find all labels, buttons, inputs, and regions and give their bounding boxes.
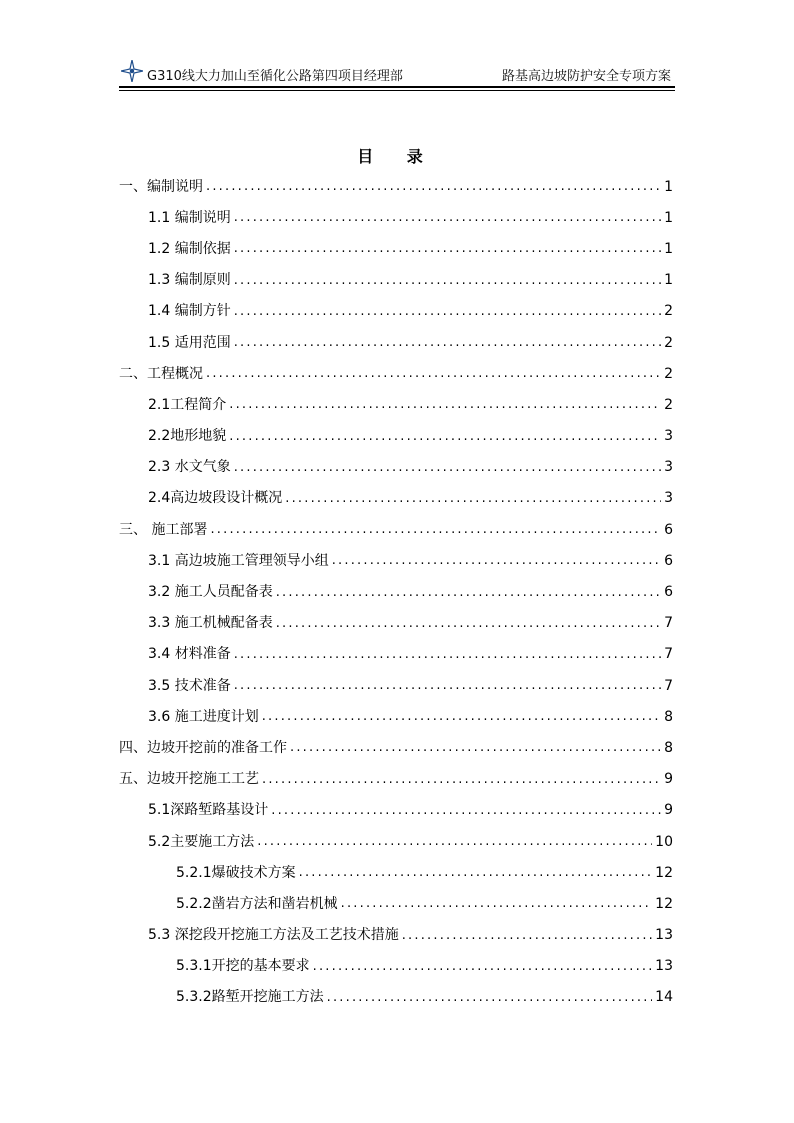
toc-dot-leader — [234, 274, 661, 287]
toc-entry[interactable] — [119, 421, 673, 452]
toc-entry-page-number: 7 — [664, 646, 673, 663]
toc-entry-label: 5.2.2凿岩方法和凿岩机械 — [176, 895, 338, 912]
toc-entry-page-number: 3 — [664, 428, 673, 445]
toc-entry-page-number: 1 — [664, 178, 673, 195]
toc-entry-page-number: 9 — [664, 802, 673, 819]
toc-entry[interactable] — [119, 888, 673, 919]
toc-entry-page-number: 14 — [655, 989, 673, 1006]
toc-dot-leader — [276, 586, 661, 599]
toc-dot-leader — [327, 991, 653, 1004]
toc-entry[interactable] — [119, 202, 673, 233]
toc-entry-page-number: 1 — [664, 209, 673, 226]
toc-entry-page-number: 2 — [664, 396, 673, 413]
toc-entry[interactable] — [119, 452, 673, 483]
toc-entry[interactable] — [119, 233, 673, 264]
toc-entry-label: 2.2地形地貌 — [148, 428, 227, 445]
toc-dot-leader — [229, 398, 661, 411]
toc-entry[interactable] — [119, 857, 673, 888]
toc-entry-label: 2.1工程简介 — [148, 396, 227, 413]
toc-dot-leader — [285, 492, 661, 505]
toc-entry-label: 5.3 深挖段开挖施工方法及工艺技术措施 — [148, 927, 399, 944]
table-of-contents — [119, 171, 673, 1013]
toc-entry-page-number: 8 — [664, 708, 673, 725]
toc-entry-label: 5.1深路堑路基设计 — [148, 802, 269, 819]
toc-title: 目 录 — [357, 147, 437, 166]
toc-dot-leader — [229, 430, 661, 443]
toc-dot-leader — [262, 710, 661, 723]
toc-dot-leader — [234, 336, 661, 349]
toc-entry[interactable] — [119, 701, 673, 732]
toc-entry-label: 3.5 技术准备 — [148, 677, 231, 694]
toc-entry[interactable] — [119, 670, 673, 701]
toc-dot-leader — [234, 242, 661, 255]
toc-entry[interactable] — [119, 951, 673, 982]
toc-dot-leader — [271, 804, 661, 817]
toc-entry-page-number: 7 — [664, 615, 673, 632]
header-rule-thin — [119, 90, 675, 91]
toc-entry-page-number: 9 — [664, 771, 673, 788]
toc-entry[interactable] — [119, 764, 673, 795]
header-rule-thick — [119, 86, 675, 88]
toc-entry-page-number: 1 — [664, 272, 673, 289]
toc-entry[interactable] — [119, 826, 673, 857]
toc-entry-page-number: 13 — [655, 927, 673, 944]
toc-dot-leader — [206, 367, 661, 380]
toc-entry[interactable] — [119, 483, 673, 514]
toc-entry-label: 1.3 编制原则 — [148, 272, 231, 289]
toc-dot-leader — [210, 523, 661, 536]
toc-entry-page-number: 12 — [655, 864, 673, 881]
toc-entry[interactable] — [119, 389, 673, 420]
toc-entry[interactable] — [119, 514, 673, 545]
toc-entry[interactable] — [119, 327, 673, 358]
toc-entry-label: 2.3 水文气象 — [148, 459, 231, 476]
toc-entry-label: 1.1 编制说明 — [148, 209, 231, 226]
toc-dot-leader — [257, 835, 652, 848]
toc-entry[interactable] — [119, 265, 673, 296]
toc-entry-label: 1.2 编制依据 — [148, 240, 231, 257]
toc-entry-page-number: 2 — [664, 303, 673, 320]
toc-entry-label: 3.1 高边坡施工管理领导小组 — [148, 552, 329, 569]
toc-entry-label: 一、编制说明 — [119, 178, 203, 195]
header-project-name: G310线大力加山至循化公路第四项目经理部 — [147, 69, 403, 84]
toc-dot-leader — [206, 180, 661, 193]
toc-dot-leader — [341, 897, 653, 910]
toc-dot-leader — [234, 211, 661, 224]
toc-entry-label: 五、边坡开挖施工工艺 — [119, 771, 259, 788]
toc-entry-label: 5.3.1开挖的基本要求 — [176, 958, 310, 975]
toc-dot-leader — [234, 461, 661, 474]
toc-dot-leader — [332, 554, 661, 567]
toc-entry-page-number: 3 — [664, 459, 673, 476]
toc-entry-page-number: 2 — [664, 365, 673, 382]
toc-entry-page-number: 7 — [664, 677, 673, 694]
toc-entry[interactable] — [119, 608, 673, 639]
toc-entry[interactable] — [119, 576, 673, 607]
toc-dot-leader — [234, 305, 661, 318]
page-header — [119, 58, 675, 86]
toc-dot-leader — [313, 960, 653, 973]
toc-entry-label: 1.4 编制方针 — [148, 303, 231, 320]
toc-dot-leader — [234, 648, 661, 661]
toc-entry-label: 3.3 施工机械配备表 — [148, 615, 273, 632]
toc-dot-leader — [299, 866, 653, 879]
toc-entry[interactable] — [119, 296, 673, 327]
toc-entry[interactable] — [119, 545, 673, 576]
toc-entry-label: 5.3.2路堑开挖施工方法 — [176, 989, 324, 1006]
toc-entry[interactable] — [119, 795, 673, 826]
toc-entry-label: 3.2 施工人员配备表 — [148, 584, 273, 601]
toc-entry-label: 2.4高边坡段设计概况 — [148, 490, 283, 507]
toc-dot-leader — [234, 679, 661, 692]
toc-entry-label: 5.2主要施工方法 — [148, 833, 255, 850]
toc-entry-page-number: 13 — [655, 958, 673, 975]
toc-entry[interactable] — [119, 171, 673, 202]
toc-entry-page-number: 6 — [664, 584, 673, 601]
toc-entry-page-number: 3 — [664, 490, 673, 507]
toc-entry-page-number: 8 — [664, 739, 673, 756]
toc-dot-leader — [290, 741, 661, 754]
toc-entry-page-number: 12 — [655, 895, 673, 912]
toc-entry-label: 三、 施工部署 — [119, 521, 208, 538]
toc-entry-label: 四、边坡开挖前的准备工作 — [119, 739, 287, 756]
toc-entry[interactable] — [119, 920, 673, 951]
company-star-logo-icon — [121, 60, 143, 82]
toc-entry[interactable] — [119, 358, 673, 389]
header-document-title: 路基高边坡防护安全专项方案 — [501, 69, 671, 84]
toc-dot-leader — [276, 617, 661, 630]
toc-entry-page-number: 10 — [655, 833, 673, 850]
toc-entry-label: 3.6 施工进度计划 — [148, 708, 259, 725]
toc-entry-label: 3.4 材料准备 — [148, 646, 231, 663]
toc-dot-leader — [402, 929, 652, 942]
toc-entry-page-number: 6 — [664, 552, 673, 569]
toc-entry-label: 1.5 适用范围 — [148, 334, 231, 351]
toc-dot-leader — [262, 773, 661, 786]
toc-entry[interactable] — [119, 732, 673, 763]
toc-entry-page-number: 2 — [664, 334, 673, 351]
toc-entry-page-number: 6 — [664, 521, 673, 538]
toc-entry[interactable] — [119, 639, 673, 670]
toc-entry-label: 二、工程概况 — [119, 365, 203, 382]
toc-entry-label: 5.2.1爆破技术方案 — [176, 864, 296, 881]
toc-entry[interactable] — [119, 982, 673, 1013]
toc-entry-page-number: 1 — [664, 240, 673, 257]
